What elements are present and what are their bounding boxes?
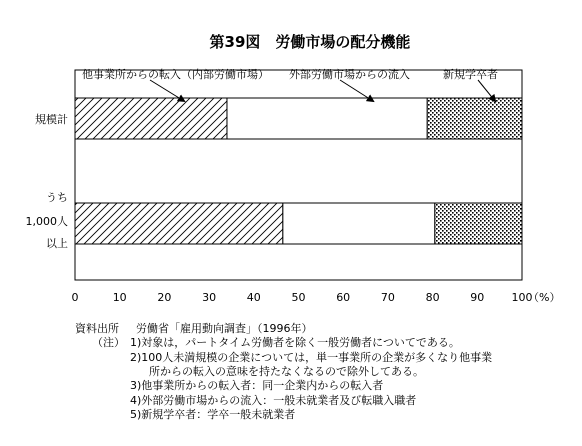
- bar-segment: [75, 98, 227, 139]
- source-label: 資料出所: [75, 322, 119, 335]
- x-tick-label: 90: [470, 291, 485, 304]
- bar-segment: [427, 98, 522, 139]
- x-tick-label: 100: [511, 291, 533, 304]
- x-tick-label: 0: [71, 291, 79, 304]
- note-item: 所からの転入の意味を持たなくなるので除外してある。: [149, 365, 424, 378]
- bar-segment: [227, 98, 427, 139]
- category-label: 以上: [46, 237, 68, 250]
- bar-segment: [283, 203, 435, 244]
- note-label: （注）: [92, 336, 125, 349]
- note-item: 2)100人未満規模の企業については，単一事業所の企業が多くなり他事業: [130, 351, 493, 364]
- category-label: 規模計: [35, 113, 68, 126]
- x-tick-label: 40: [246, 291, 261, 304]
- source-text: 労働省「雇用動向調査」（1996年）: [136, 322, 313, 335]
- x-tick-label: 80: [425, 291, 440, 304]
- category-label: うち: [46, 191, 68, 204]
- bar-segment: [75, 203, 283, 244]
- x-tick-label: 60: [336, 291, 351, 304]
- legend-label: 外部労働市場からの流入: [289, 68, 410, 81]
- legend-label: 新規学卒者: [443, 68, 498, 81]
- chart-title: 第39図 労働市場の配分機能: [209, 33, 411, 51]
- note-item: 1)対象は，パートタイム労働者を除く一般労働者についてである。: [130, 336, 460, 349]
- note-item: 5)新規学卒者：学卒一般未就業者: [130, 408, 296, 421]
- x-tick-label: 30: [202, 291, 217, 304]
- legend-label: 他事業所からの転入（内部労働市場）: [82, 68, 269, 81]
- bar-segment: [435, 203, 522, 244]
- x-tick-label: 10: [112, 291, 127, 304]
- x-tick-label: 50: [291, 291, 306, 304]
- x-tick-label: 20: [157, 291, 172, 304]
- note-item: 3)他事業所からの転入者：同一企業内からの転入者: [130, 379, 384, 392]
- x-axis-unit: （%）: [528, 291, 561, 304]
- category-label: 1,000人: [25, 215, 68, 228]
- note-item: 4)外部労働市場からの流入：一般未就業者及び転職入職者: [130, 394, 417, 407]
- x-tick-label: 70: [380, 291, 395, 304]
